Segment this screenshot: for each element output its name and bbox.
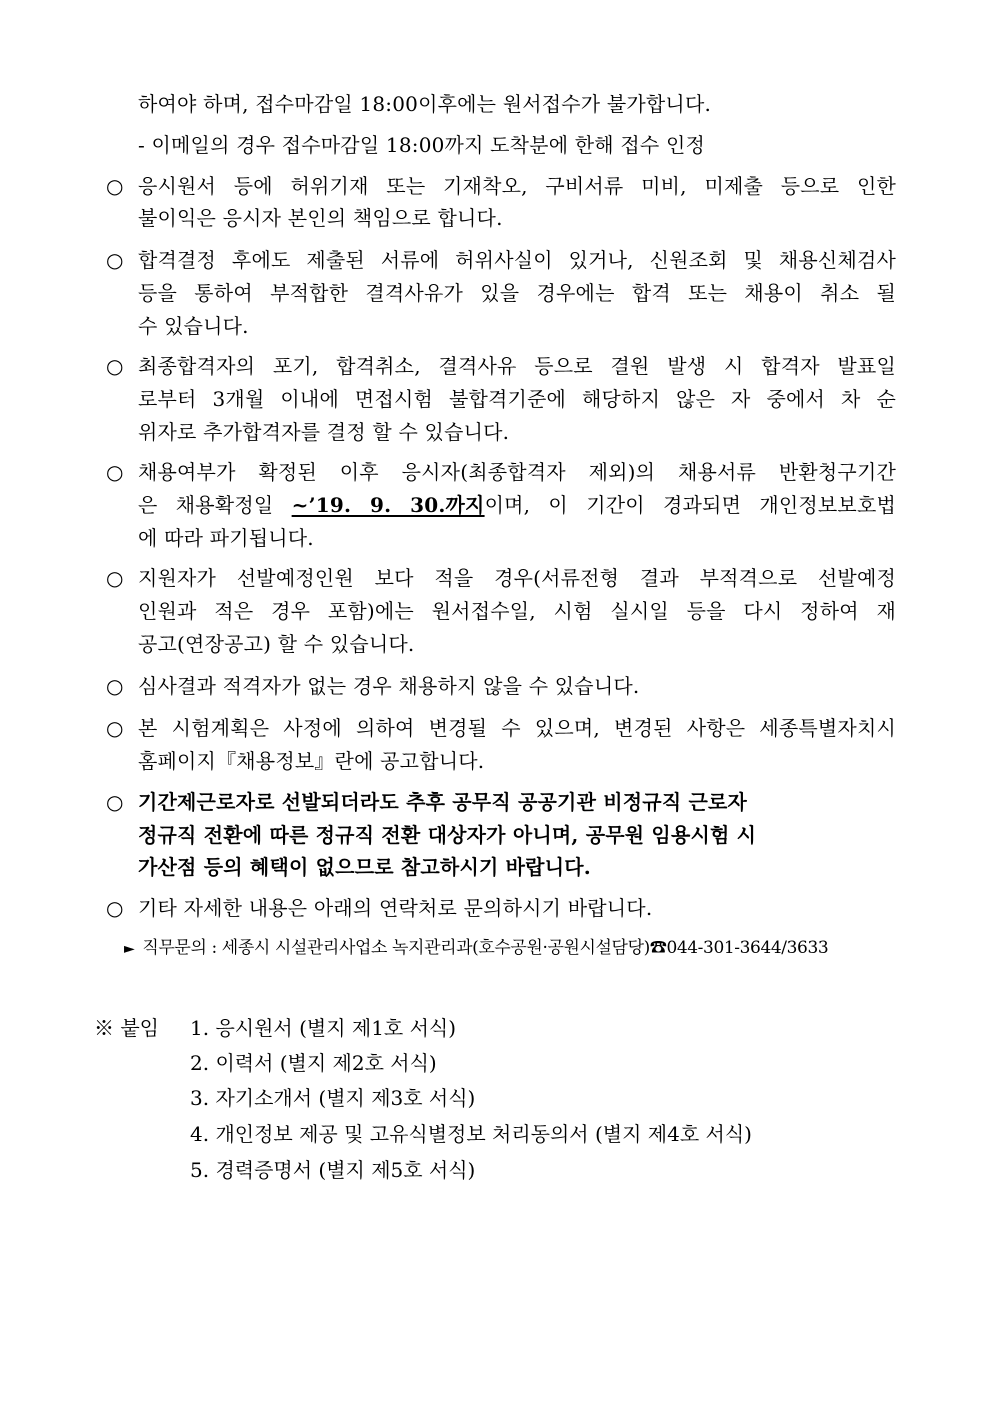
item-4-line-2 [138,491,896,519]
attachments-label: ※ 붙임 [94,1016,159,1040]
bullet-circle: ○ [106,460,124,484]
arrow-right-icon: ► [124,941,135,957]
notice-line-2: 정규직 전환에 따른 정규직 전환 대상자가 아니며, 공무원 임용시험 시 [138,823,757,847]
item-7-line-2: 홈페이지『채용정보』란에 공고합니다. [138,749,485,773]
contact-line [124,934,828,963]
item-5-line-2: 인원과 적은 경우 포함)에는 원서접수일, 시험 실시일 등을 다시 정하여 재 [138,599,896,623]
item-3-line-2: 로부터 3개월 이내에 면접시험 불합격기준에 해당하지 않은 자 중에서 차 순 [138,387,896,411]
item-4-line-1: 채용여부가 확정된 이후 응시자(최종합격자 제외)의 채용서류 반환청구기간 [138,460,896,484]
item-7-line-1: 본 시험계획은 사정에 의하여 변경될 수 있으며, 변경된 사항은 세종특별자치시 [138,716,896,740]
item-5-line-1: 지원자가 선발예정인원 보다 적을 경우(서류전형 결과 부적격으로 선발예정 [138,566,896,590]
deadline-date: ~’19. 9. 30.까지 [291,493,485,517]
contact-text: 직무문의 : 세종시 시설관리사업소 녹지관리과(호수공원·공원시설담당) [142,938,650,958]
item-4-line-3: 에 따라 파기됩니다. [138,526,314,550]
item-9-line-1: 기타 자세한 내용은 아래의 연락처로 문의하시기 바랍니다. [138,896,653,920]
phone-icon: ☎ [649,938,667,958]
bullet-circle: ○ [106,354,124,378]
attachment-item: 2. 이력서 (별지 제2호 서식) [190,1051,437,1075]
item-3-line-1: 최종합격자의 포기, 합격취소, 결격사유 등으로 결원 발생 시 합격자 발표일 [138,354,896,378]
bullet-circle: ○ [106,716,124,740]
notice-line-3: 가산점 등의 혜택이 없으므로 참고하시기 바랍니다. [138,855,591,879]
item-2-line-2: 등을 통하여 부적합한 결격사유가 있을 경우에는 합격 또는 채용이 취소 될 [138,281,896,305]
item-1-line-2: 불이익은 응시자 본인의 책임으로 합니다. [138,206,503,230]
bullet-circle: ○ [106,566,124,590]
item-2-line-3: 수 있습니다. [138,314,249,338]
item-4-line-2-post: 이며, 이 기간이 경과되면 개인정보보호법 [484,493,896,517]
item-6-line-1: 심사결과 적격자가 없는 경우 채용하지 않을 수 있습니다. [138,674,640,698]
bullet-circle: ○ [106,174,124,198]
attachment-item: 3. 자기소개서 (별지 제3호 서식) [190,1086,476,1110]
bullet-circle: ○ [106,896,124,920]
item-1-line-1: 응시원서 등에 허위기재 또는 기재착오, 구비서류 미비, 미제출 등으로 인한 [138,174,896,198]
attachment-item: 5. 경력증명서 (별지 제5호 서식) [190,1158,476,1182]
bullet-circle: ○ [106,674,124,698]
continuation-line-2: - 이메일의 경우 접수마감일 18:00까지 도착분에 한해 접수 인정 [138,133,706,157]
bullet-circle: ○ [106,248,124,272]
item-3-line-3: 위자로 추가합격자를 결정 할 수 있습니다. [138,420,510,444]
item-2-line-1: 합격결정 후에도 제출된 서류에 허위사실이 있거나, 신원조회 및 채용신체검사 [138,248,896,272]
attachment-item: 4. 개인정보 제공 및 고유식별정보 처리동의서 (별지 제4호 서식) [190,1122,752,1146]
item-5-line-3: 공고(연장공고) 할 수 있습니다. [138,632,415,656]
item-4-line-2-pre: 은 채용확정일 [138,493,292,517]
bullet-circle: ○ [106,790,124,814]
contact-phone: 044-301-3644/3633 [666,938,829,958]
notice-line-1: 기간제근로자로 선발되더라도 추후 공무직 공공기관 비정규직 근로자 [138,790,748,814]
continuation-line-1: 하여야 하며, 접수마감일 18:00이후에는 원서접수가 불가합니다. [138,92,712,116]
attachment-item: 1. 응시원서 (별지 제1호 서식) [190,1016,457,1040]
